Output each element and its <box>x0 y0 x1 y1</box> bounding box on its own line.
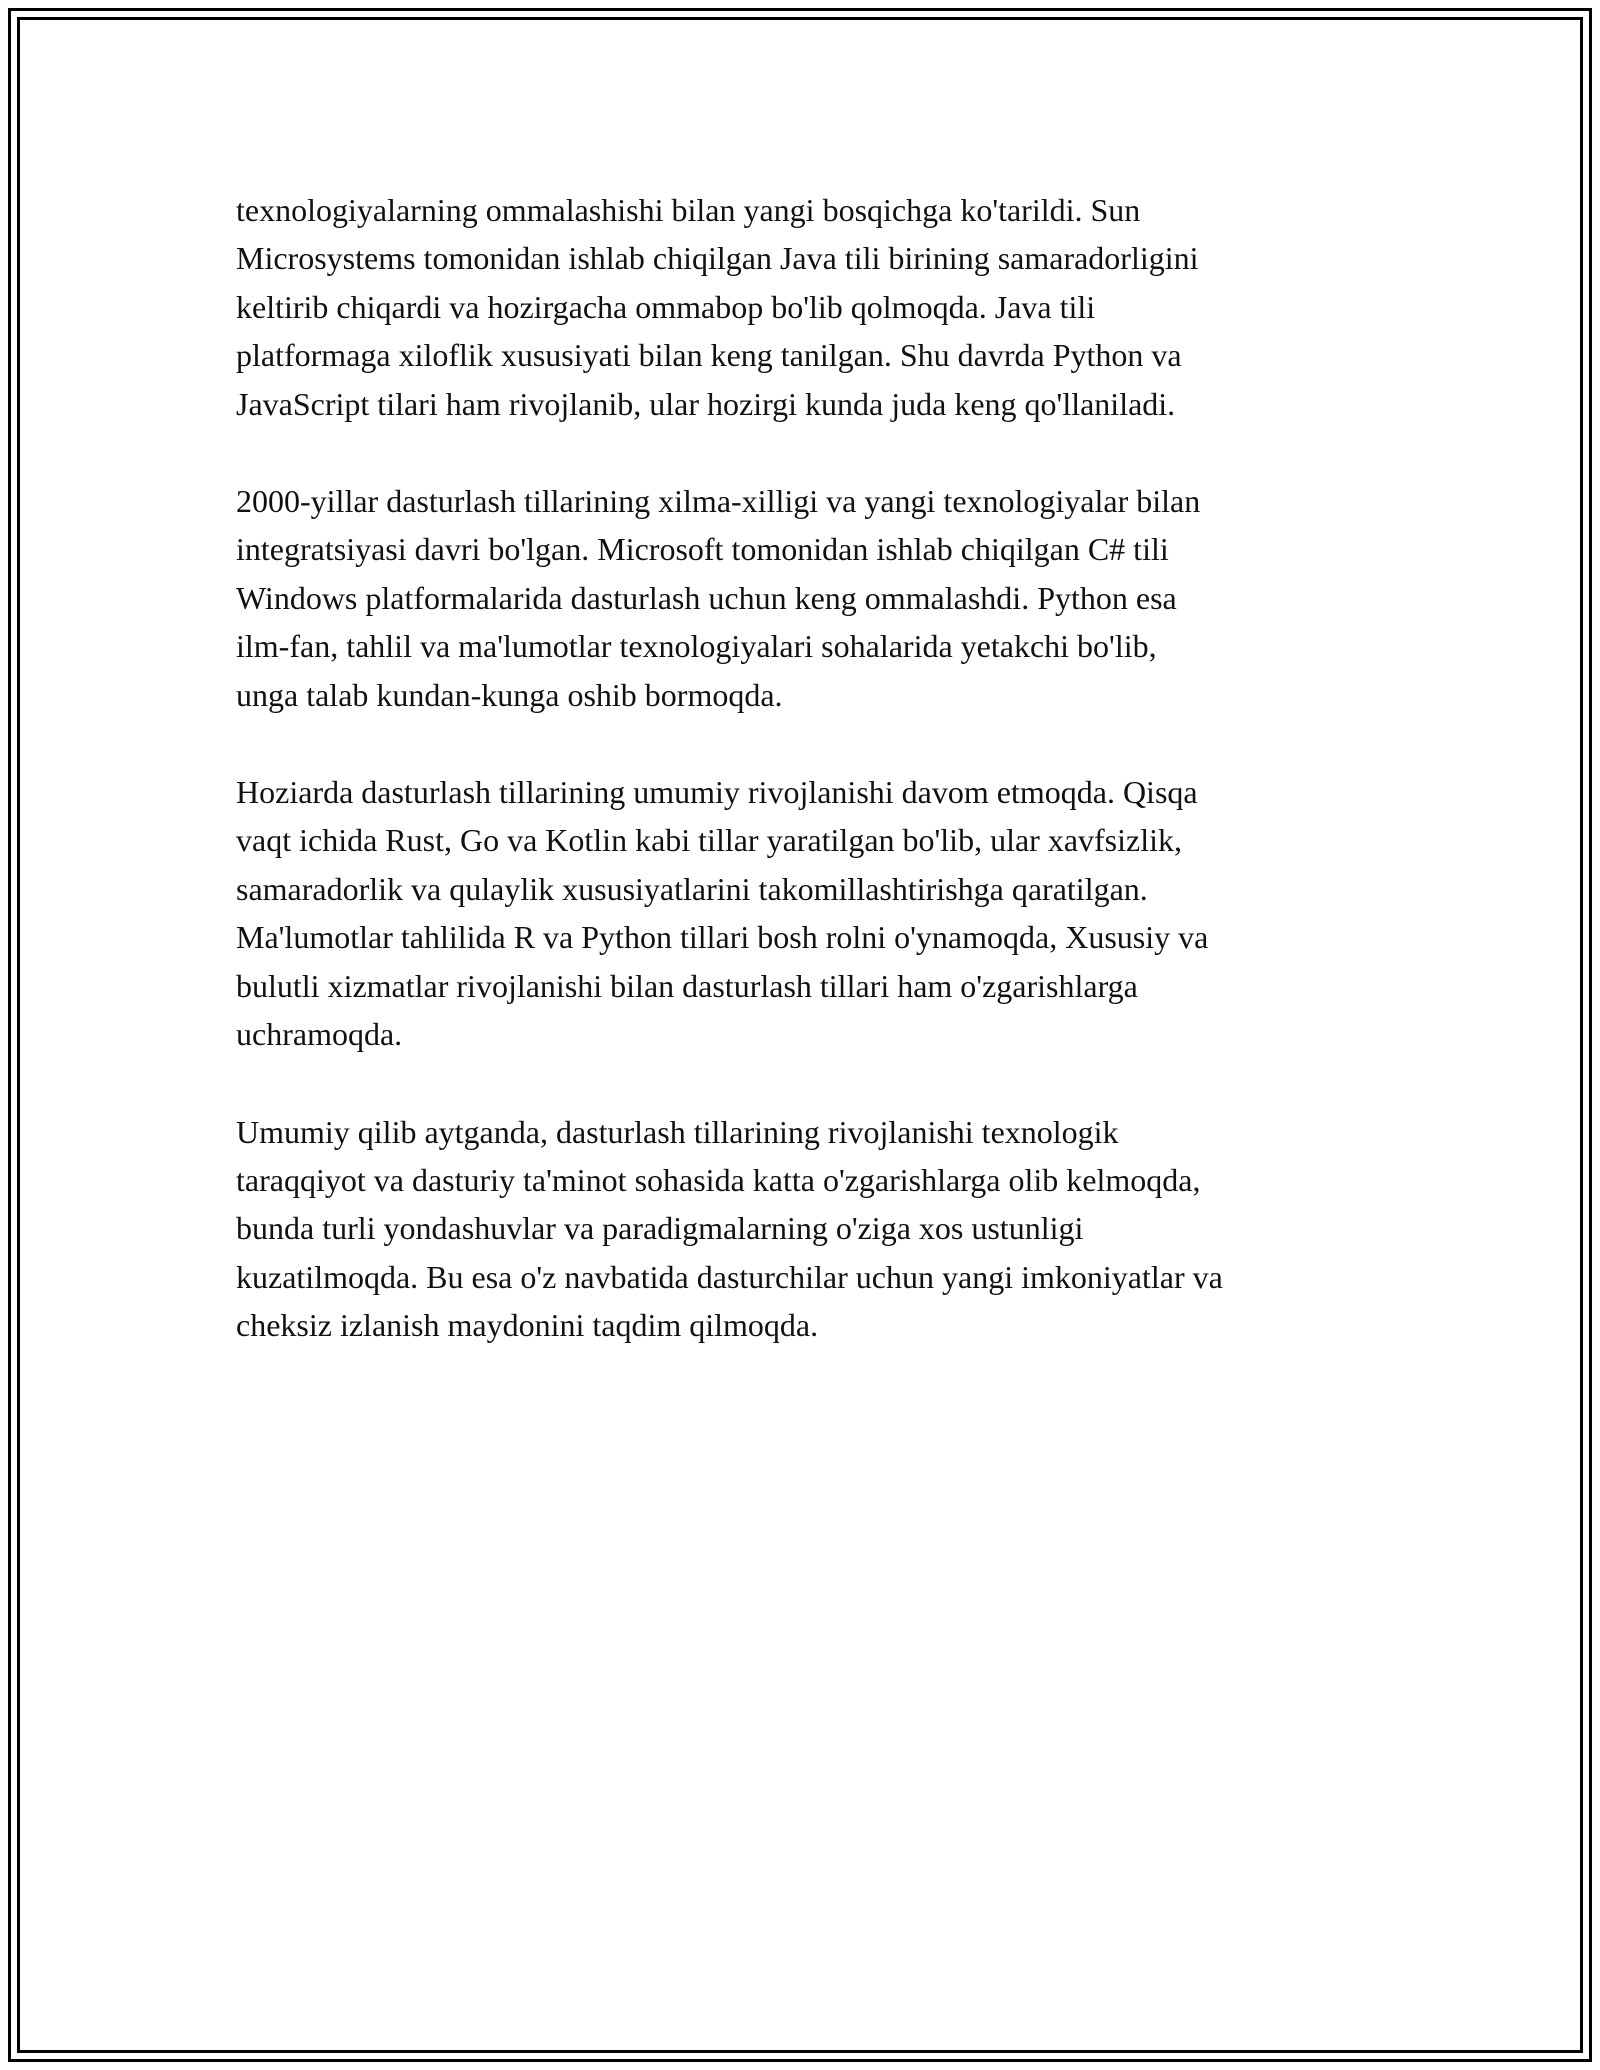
paragraph-4: Umumiy qilib aytganda, dasturlash tillarining rivojlanishi texnologik taraqqiyot va dasturiy ta'minot sohasida katta o'zgarishlarga olib kelmoqda, bunda turli yondashuvlar va paradigmalarning o'ziga xos ustunligi kuzatilmoqda. Bu esa o'z navbatida dasturchilar uchun yangi imkoniyatlar va cheksiz izlanish maydonini taqdim qilmoqda. <box>236 1113 1223 1344</box>
document-body <box>236 186 1376 1399</box>
paragraph-3: Hoziarda dasturlash tillarining umumiy rivojlanishi davom etmoqda. Qisqa vaqt ichida Rust, Go va Kotlin kabi tillar yaratilgan bo'lib, ular xavfsizlik, samaradorlik va qulaylik xususiyatlarini takomillashtirishga qaratilgan. Ma'lumotlar tahlilida R va Python tillari bosh rolni o'ynamoqda, Xususiy va bulutli xizmatlar rivojlanishi bilan dasturlash tillari ham o'zgarishlarga uchramoqda. <box>236 774 1209 1053</box>
paragraph-2: 2000-yillar dasturlash tillarining xilma-xilligi va yangi texnologiyalar bilan integratsiyasi davri bo'lgan. Microsoft tomonidan ishlab chiqilgan C# tili Windows platformalarida dasturlash uchun keng ommalashdi. Python esa ilm-fan, tahlil va ma'lumotlar texnologiyalari sohalarida yetakchi bo'lib, unga talab kundan-kunga oshib bormoqda. <box>236 483 1201 713</box>
paragraph-1: texnologiyalarning ommalashishi bilan yangi bosqichga ko'tarildi. Sun Microsystems tomonidan ishlab chiqilgan Java tili birining samaradorligini keltirib chiqardi va hozirgacha ommabop bo'lib qolmoqda. Java tili platformaga xiloflik xususiyati bilan keng tanilgan. Shu davrda Python va JavaScript tilari ham rivojlanib, ular hozirgi kunda juda keng qo'llaniladi. <box>236 192 1199 422</box>
